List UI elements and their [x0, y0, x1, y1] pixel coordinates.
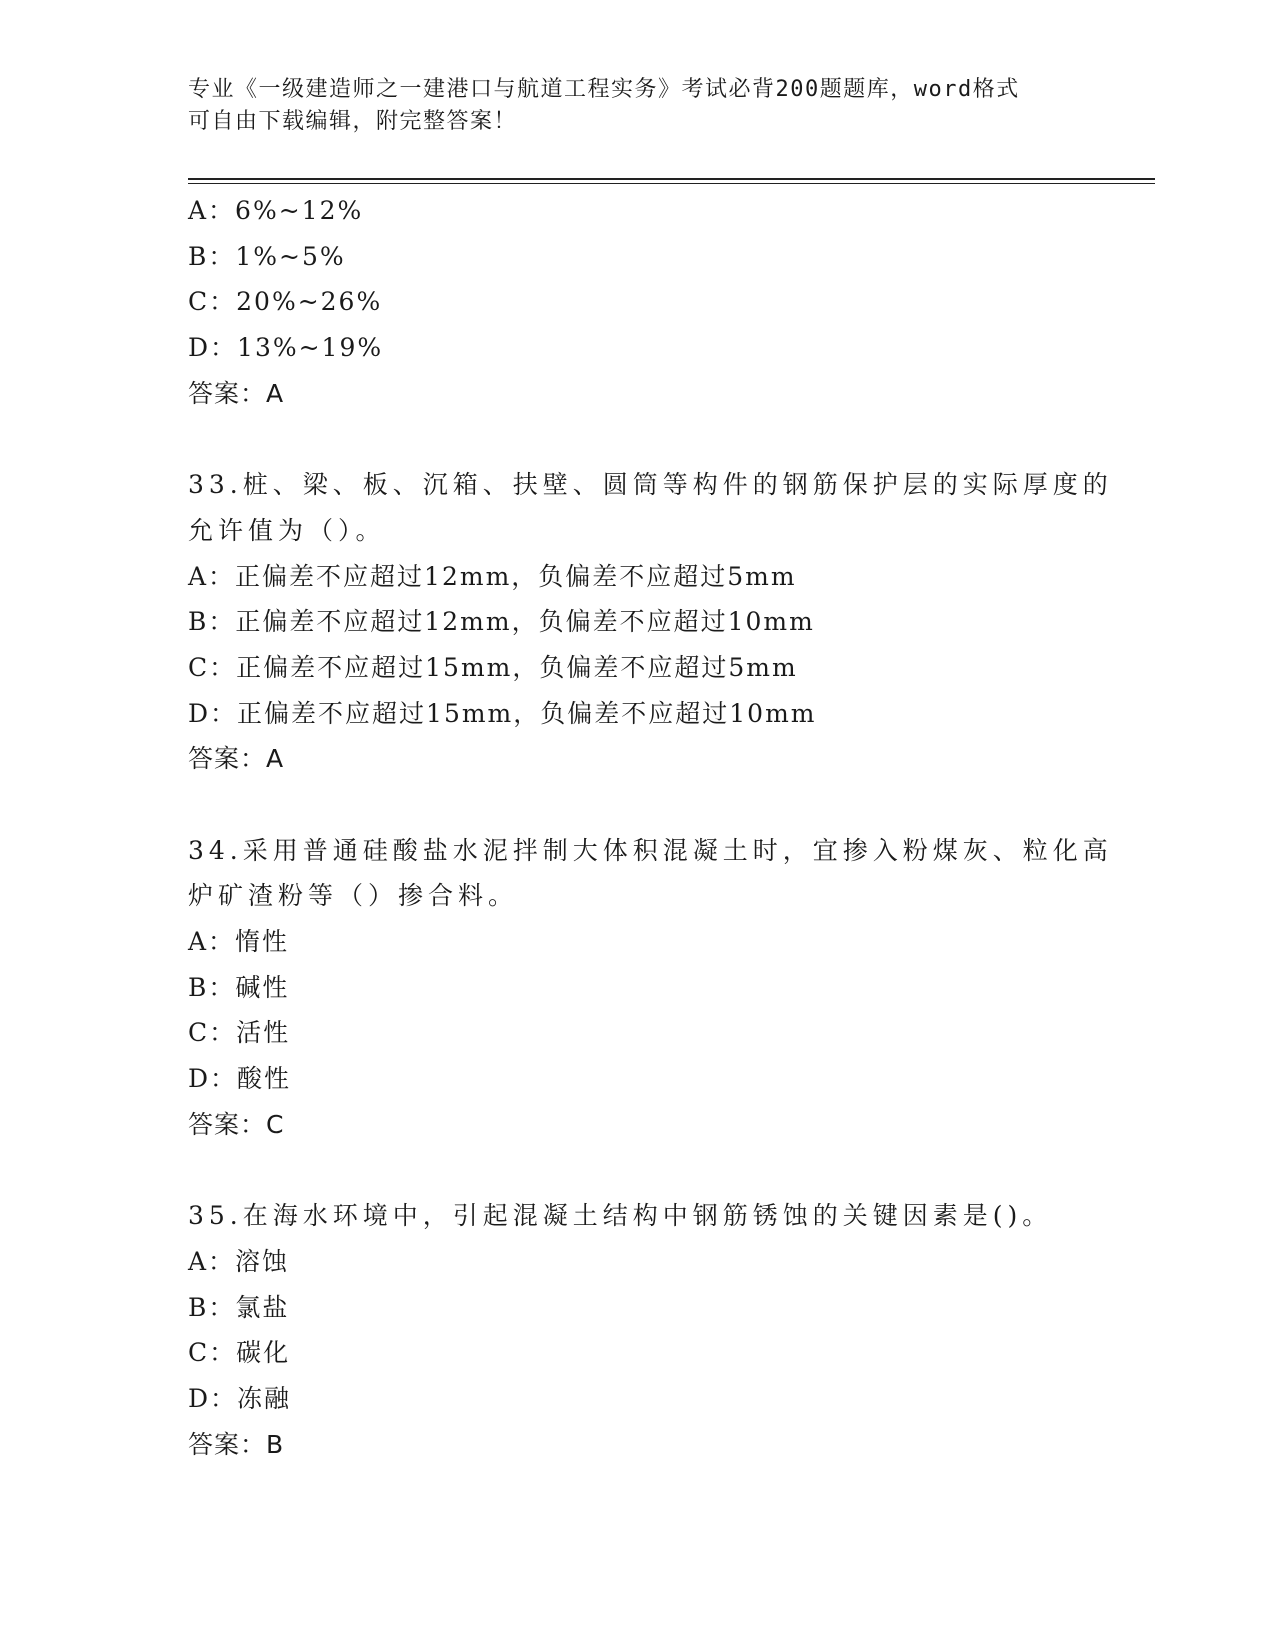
answer-line: 答案：C: [188, 1109, 285, 1139]
header-title-line-1: 专业《一级建造师之一建港口与航道工程实务》考试必背200题题库，word格式: [188, 77, 1020, 102]
question-spacer: [188, 1147, 1088, 1193]
question-stem-line: 33.桩、梁、板、沉箱、扶壁、圆筒等构件的钢筋保护层的实际厚度的: [188, 470, 1113, 500]
option-d: D：酸性: [188, 1064, 292, 1094]
option-b: B：氯盐: [188, 1292, 290, 1322]
option-c: C：正偏差不应超过15mm，负偏差不应超过5mm: [188, 652, 798, 682]
option-d: D：冻融: [188, 1383, 292, 1413]
option-a: A：6%~12%: [188, 196, 364, 225]
question-spacer: [188, 782, 1088, 828]
option-b: B：碱性: [188, 972, 290, 1002]
option-c: C：碳化: [188, 1338, 291, 1368]
option-a: A：溶蚀: [188, 1246, 290, 1276]
document-header: [188, 74, 1088, 138]
question-35: [188, 1193, 1088, 1467]
question-32-continued: [188, 188, 1088, 416]
option-a: A：正偏差不应超过12mm，负偏差不应超过5mm: [188, 561, 797, 591]
option-c: C：活性: [188, 1018, 291, 1048]
option-d: D：正偏差不应超过15mm，负偏差不应超过10mm: [188, 698, 817, 728]
question-33: [188, 462, 1113, 782]
option-b: B：1%~5%: [188, 241, 346, 271]
header-title-line-2: 可自由下载编辑，附完整答案！: [188, 109, 518, 134]
question-stem-line: 允许值为（）。: [188, 515, 386, 545]
question-34: [188, 828, 1113, 1148]
question-stem-line: 34.采用普通硅酸盐水泥拌制大体积混凝土时，宜掺入粉煤灰、粒化高: [188, 835, 1113, 865]
header-divider-thick: [188, 178, 1155, 180]
question-stem-line: 35.在海水环境中，引起混凝土结构中钢筋锈蚀的关键因素是()。: [188, 1201, 1053, 1231]
option-b: B：正偏差不应超过12mm，负偏差不应超过10mm: [188, 607, 815, 637]
document-body: [188, 188, 1113, 1467]
answer-line: 答案：B: [188, 1429, 285, 1459]
answer-line: 答案：A: [188, 744, 285, 774]
option-c: C：20%~26%: [188, 287, 383, 317]
question-stem-line: 炉矿渣粉等（）掺合料。: [188, 881, 519, 911]
header-divider-thin: [188, 183, 1155, 184]
option-a: A：惰性: [188, 927, 290, 956]
option-d: D：13%~19%: [188, 333, 384, 363]
answer-line: 答案：A: [188, 378, 285, 408]
question-spacer: [188, 416, 1088, 462]
